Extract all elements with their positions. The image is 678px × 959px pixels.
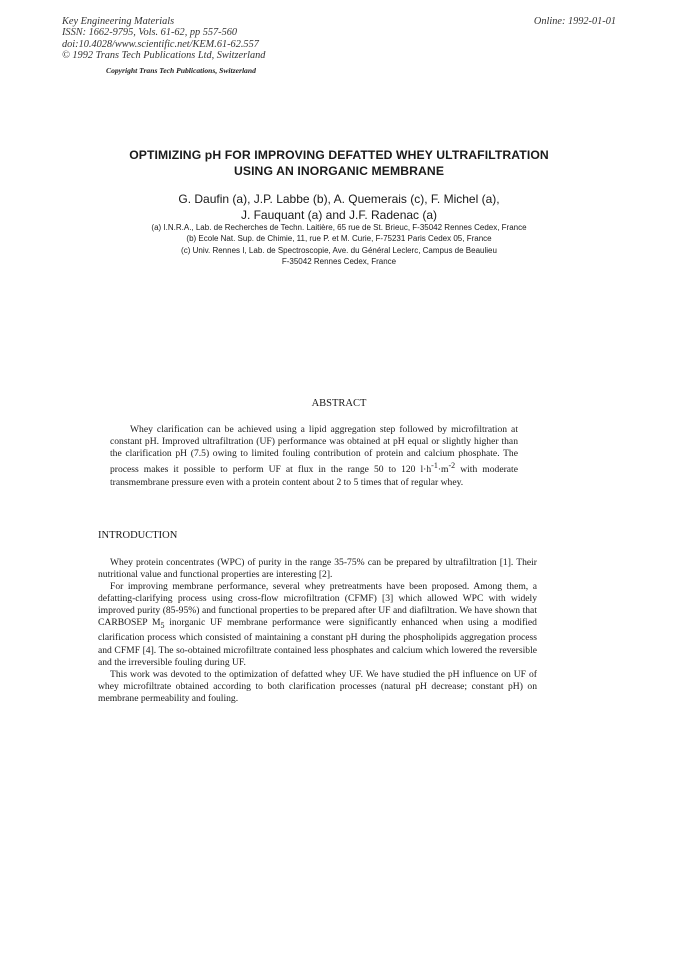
abstract-text: Whey clarification can be achieved using a lipid aggregation step followed by microfiltration at constant pH. Improved ultrafiltration (UF) performance was obtained at pH equal or slightly higher than the clarification pH (7.5) owing to limited fouling contribution of protein and calcium phosphate. The process makes it possible to perform UF at flux in the range 50 to 120 $l\cdot h^{-1}\cdot m^{-2}$ with moderate transmembrane pressure even with a protein content about 2 to 5 times that of regular whey. [110, 424, 518, 488]
online-date: Online: 1992-01-01 [533, 16, 616, 27]
introduction-body [98, 557, 537, 705]
affiliation-line: (b) Ecole Nat. Sup. de Chimie, 11, rue P. et M. Curie, F-75231 Paris Cedex 05, France [186, 234, 492, 244]
author-list [60, 192, 618, 223]
affiliation-line: F-35042 Rennes Cedex, France [281, 256, 397, 266]
title-line: OPTIMIZING pH FOR IMPROVING DEFATTED WHEY ULTRAFILTRATION [129, 148, 549, 162]
paragraph: Whey protein concentrates (WPC) of purity in the range 35-75% can be prepared by ultrafiltration [1]. Their nutritional value and functional properties are interesting [2]. [98, 557, 537, 581]
title-line: USING AN INORGANIC MEMBRANE [233, 163, 445, 178]
publisher-line: © 1992 Trans Tech Publications Ltd, Switzerland [62, 50, 266, 62]
affiliation-line: (a) I.N.R.A., Lab. de Recherches de Techn. Laitière, 65 rue de St. Brieuc, F-35042 Rennes Cedex, France [151, 223, 527, 232]
issn-line: ISSN: 1662-9795, Vols. 61-62, pp 557-560 [62, 27, 238, 39]
journal-header [62, 16, 265, 62]
abstract-heading: ABSTRACT [311, 398, 367, 409]
author-line: G. Daufin (a), J.P. Labbe (b), A. Quemerais (c), F. Michel (a), [178, 192, 500, 206]
affiliations [60, 222, 618, 267]
author-line: J. Fauquant (a) and J.F. Radenac (a) [240, 207, 438, 222]
paragraph: For improving membrane performance, several whey pretreatments have been proposed. Among them, a defatting-clarifying process using cross-flow microfiltration (CFMF) [3] which allowed WPC with widely improved purity (85-95%) and functional properties to be prepared after UF and diafiltration. We have shown that CARBOSEP $M_5$ inorganic UF membrane performance were significantly enhanced when using a modified clarification process which consisted of maintaining a constant pH during the phospholipids aggregation process and CFMF [4]. The so-obtained microfiltrate contained less phosphates and calcium which lowered the reversible and the irreversible fouling during UF. [98, 581, 537, 668]
journal-name: Key Engineering Materials [62, 16, 175, 27]
doi-line: doi:10.4028/www.scientific.net/KEM.61-62.557 [62, 38, 259, 50]
affiliation-line: (c) Univ. Rennes I, Lab. de Spectroscopie, Ave. du Général Leclerc, Campus de Beaulieu [181, 245, 497, 255]
introduction-heading: INTRODUCTION [98, 530, 178, 541]
copyright-notice: Copyright Trans Tech Publications, Switzerland [106, 66, 256, 75]
paper-title [60, 148, 618, 179]
paragraph: This work was devoted to the optimization of defatted whey UF. We have studied the pH influence on UF of whey microfiltrate obtained according to both clarification processes (natural pH decrease; constant pH) on membrane permeability and fouling. [98, 668, 537, 704]
